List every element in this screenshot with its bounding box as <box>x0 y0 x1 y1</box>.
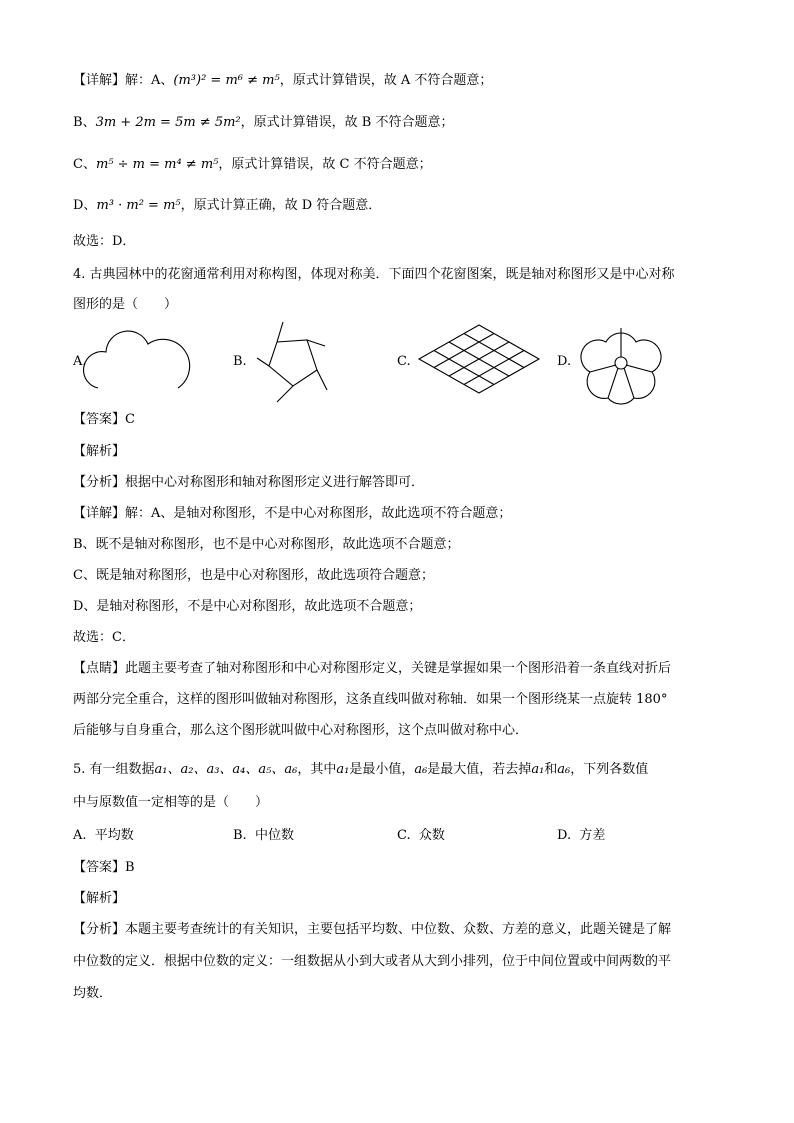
equation-a: (m³)² = m⁶ ≠ m⁵ <box>173 73 280 88</box>
q4-analysis-title: 【解析】 <box>73 444 126 459</box>
option-text: 中位数 <box>254 828 294 843</box>
equation-b: 3m + 2m = 5m ≠ 5m² <box>95 115 241 130</box>
q4-stem-line-1: 4. 古典园林中的花窗通常利用对称构图，体现对称美．下面四个花窗图案，既是轴对称图形又是中心对称 <box>73 267 675 282</box>
option-label: D. <box>557 828 572 843</box>
option-text: 众数 <box>418 828 445 843</box>
q5-option-d <box>557 828 605 844</box>
diamond-lattice-pattern-icon <box>415 323 543 395</box>
q3-detail-line-b <box>73 115 453 131</box>
q4-detail-d: D、是轴对称图形，不是中心对称图形，故此选项不合题意； <box>73 599 422 614</box>
q5-data-variables: a₁、a₂、a₃、a₄、a₅、a₆ <box>154 762 298 777</box>
var-a6: a₆ <box>414 762 428 777</box>
equation-c: m⁵ ÷ m = m⁴ ≠ m⁵ <box>95 157 219 172</box>
option-d-head: D、 <box>73 198 97 213</box>
q5-stem-part: 和 <box>544 762 558 777</box>
q4-option-d-label: D. <box>557 354 572 369</box>
q4-detail-b: B、既不是轴对称图形，也不是中心对称图形，故此选项不合题意； <box>73 537 460 552</box>
q4-detail-c: C、既是轴对称图形，也是中心对称图形，故此选项符合题意； <box>73 568 434 583</box>
q4-option-b-label: B. <box>233 354 247 369</box>
q5-stem-part: ，下列各数值 <box>570 762 649 777</box>
q5-stem-line-1 <box>73 762 648 778</box>
q5-analysis-line-3: 均数． <box>73 986 113 1001</box>
option-d-verdict: ，原式计算正确，故 D 符合题意． <box>180 198 382 213</box>
q5-analysis-line-1: 【分析】本题主要考查统计的有关知识，主要包括平均数、中位数、众数、方差的意义，此题关键是了解 <box>73 922 672 937</box>
q4-detail-a: 【详解】解：A、是轴对称图形，不是中心对称图形，故此选项不符合题意； <box>73 506 512 521</box>
q5-stem-part: ，其中 <box>297 762 337 777</box>
q4-comment-line-2: 两部分完全重合，这样的图形叫做轴对称图形，这条直线叫做对称轴．如果一个图形绕某一点旋转 180° <box>73 692 668 707</box>
q5-stem-part: 是最小值， <box>349 762 415 777</box>
q4-option-a-label: A. <box>73 354 87 369</box>
q5-stem-line-2: 中与原数值一定相等的是（ ） <box>73 795 269 810</box>
q4-comment-line-1: 【点睛】此题主要考查了轴对称图形和中心对称图形定义，关键是掌握如果一个图形沿着一条直线对折后 <box>73 661 672 676</box>
var-a1: a₁ <box>531 762 545 777</box>
var-a6: a₆ <box>557 762 571 777</box>
option-b-verdict: ，原式计算错误，故 B 不符合题意； <box>240 115 454 130</box>
option-b-head: B、 <box>73 115 96 130</box>
q5-option-b <box>233 828 294 844</box>
q4-option-c-label: C. <box>397 354 411 369</box>
q5-stem-start: 5. 有一组数据 <box>73 762 155 777</box>
option-a-verdict: ，原式计算错误，故 A 不符合题意； <box>279 73 493 88</box>
q5-analysis-title: 【解析】 <box>73 891 126 906</box>
option-text: 方差 <box>579 828 606 843</box>
q3-detail-line-d <box>73 198 381 214</box>
q5-option-c <box>397 828 445 844</box>
plum-blossom-pattern-icon <box>578 320 664 406</box>
q4-analysis: 【分析】根据中心对称图形和轴对称图形定义进行解答即可． <box>73 475 425 490</box>
q3-choice: 故选：D． <box>73 234 136 249</box>
detail-tag: 【详解】 <box>73 73 126 88</box>
q5-stem-part: 是最大值，若去掉 <box>427 762 532 777</box>
var-a1: a₁ <box>336 762 350 777</box>
pinwheel-pentagon-pattern-icon <box>255 318 335 404</box>
q4-choice: 故选：C． <box>73 630 135 645</box>
q3-detail-line-a <box>73 73 492 89</box>
q5-answer: 【答案】B <box>73 860 135 875</box>
option-c-verdict: ，原式计算错误，故 C 不符合题意； <box>218 157 432 172</box>
q4-answer: 【答案】C <box>73 412 135 427</box>
q4-stem-line-2: 图形的是（ ） <box>73 297 178 312</box>
q4-comment-line-3: 后能够与自身重合，那么这个图形就叫做中心对称图形，这个点叫做对称中心． <box>73 723 529 738</box>
cloud-arc-pattern-icon <box>92 330 184 392</box>
q5-analysis-line-2: 中位数的定义．根据中位数的定义：一组数据从小到大或者从大到小排列，位于中间位置或中间两数的平 <box>73 954 672 969</box>
q5-option-a <box>73 828 134 844</box>
option-text: 平均数 <box>94 828 134 843</box>
detail-lead: 解：A、 <box>125 73 174 88</box>
option-c-head: C、 <box>73 157 96 172</box>
q3-detail-line-c <box>73 157 432 173</box>
option-label: A. <box>73 828 87 843</box>
option-label: B. <box>233 828 247 843</box>
option-label: C. <box>397 828 411 843</box>
equation-d: m³ · m² = m⁵ <box>96 198 181 213</box>
